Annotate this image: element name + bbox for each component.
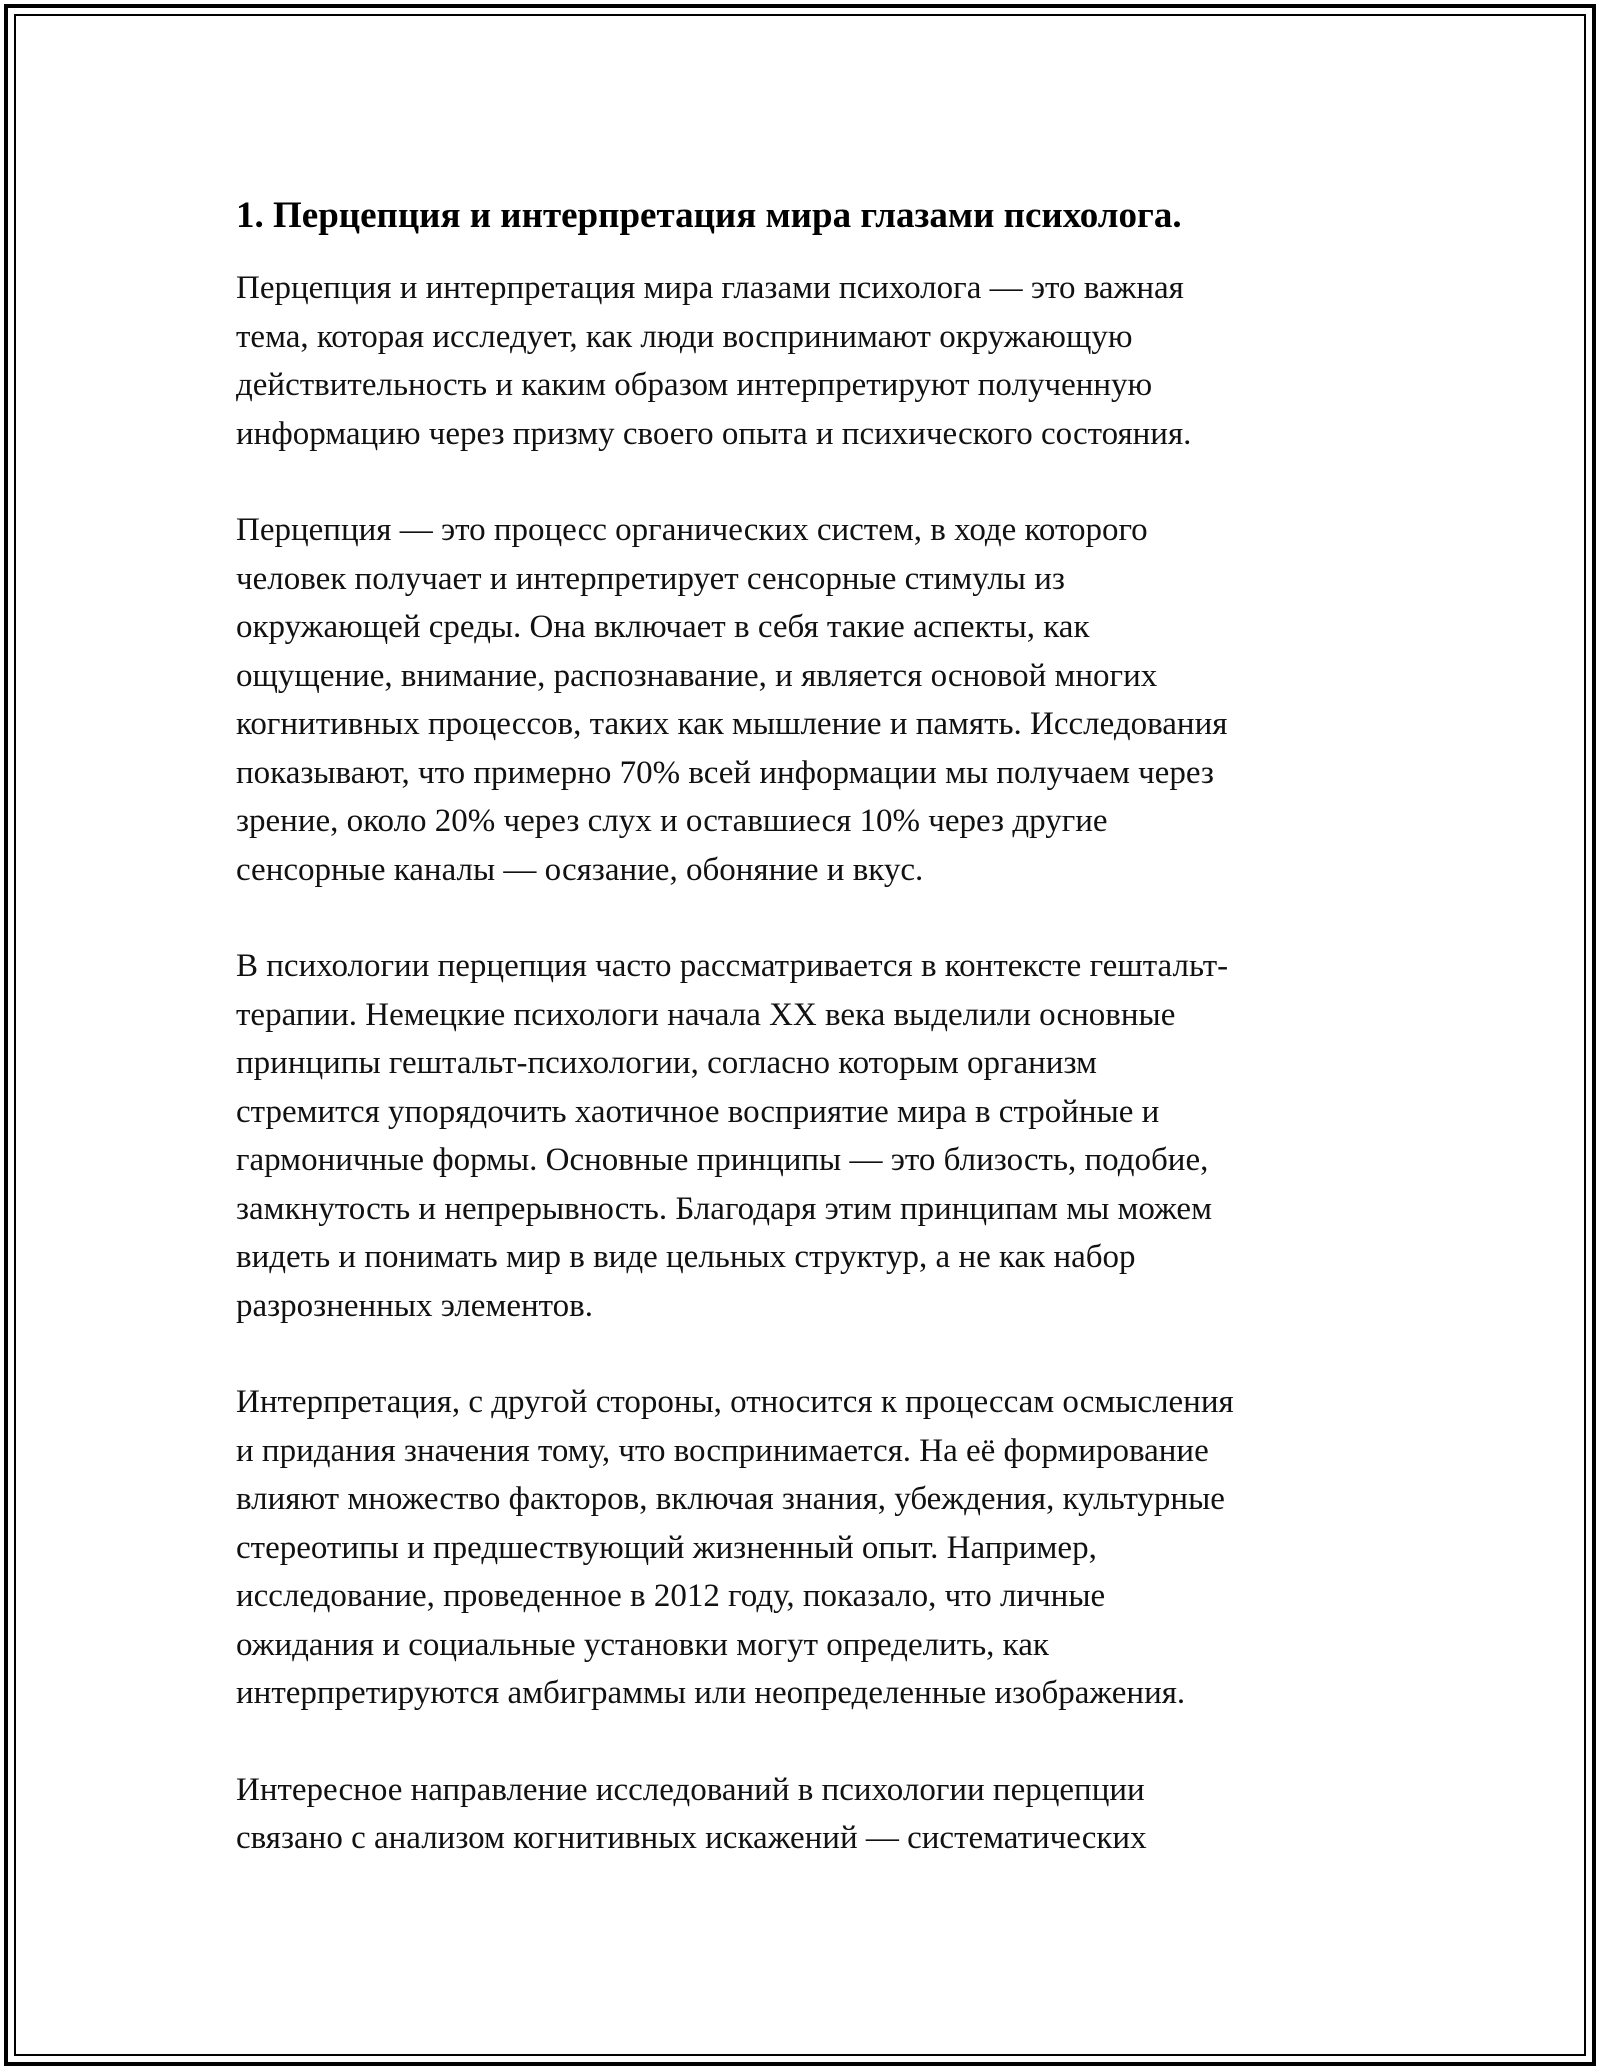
text-line: влияют множество факторов, включая знания, убеждения, культурные xyxy=(236,1481,1225,1517)
text-line: видеть и понимать мир в виде цельных структур, а не как набор xyxy=(236,1239,1136,1275)
text-line: гармоничные формы. Основные принципы — это близость, подобие, xyxy=(236,1142,1209,1178)
paragraph-gestalt xyxy=(236,942,1366,1330)
paragraph-interpretation xyxy=(236,1378,1366,1718)
text-line: информацию через призму своего опыта и психического состояния. xyxy=(236,415,1192,452)
text-line: В психологии перцепция часто рассматривается в контексте гештальт- xyxy=(236,948,1229,984)
text-line: тема, которая исследует, как люди воспринимают окружающую xyxy=(236,318,1133,355)
text-line: Перцепция и интерпретация мира глазами психолога — это важная xyxy=(236,270,1184,306)
text-line: когнитивных процессов, таких как мышление и память. Исследования xyxy=(236,706,1228,742)
text-line: терапии. Немецкие психологи начала XX века выделили основные xyxy=(236,996,1176,1033)
text-line: ощущение, внимание, распознавание, и является основой многих xyxy=(236,657,1158,694)
text-line: замкнутость и непрерывность. Благодаря этим принципам мы можем xyxy=(236,1190,1212,1227)
text-line: интерпретируются амбиграммы или неопределенные изображения. xyxy=(236,1675,1186,1711)
document-body xyxy=(236,190,1366,1911)
text-line: Перцепция — это процесс органических систем, в ходе которого xyxy=(236,512,1148,548)
text-line: окружающей среды. Она включает в себя такие аспекты, как xyxy=(236,609,1090,645)
text-line: ожидания и социальные установки могут определить, как xyxy=(236,1626,1049,1663)
paragraph-cognitive-biases xyxy=(236,1766,1366,1863)
text-line: стереотипы и предшествующий жизненный опыт. Например, xyxy=(236,1529,1097,1566)
section-heading: 1. Перцепция и интерпретация мира глазами психолога. xyxy=(236,195,1182,236)
text-line: показывают, что примерно 70% всей информации мы получаем через xyxy=(236,754,1214,791)
text-line: действительность и каким образом интерпретируют полученную xyxy=(236,367,1153,403)
paragraph-intro xyxy=(236,264,1366,458)
text-line: принципы гештальт-психологии, согласно которым организм xyxy=(236,1045,1097,1081)
text-line: человек получает и интерпретирует сенсорные стимулы из xyxy=(236,560,1065,597)
text-line: исследование, проведенное в 2012 году, показало, что личные xyxy=(236,1578,1106,1614)
text-line: связано с анализом когнитивных искажений — систематических xyxy=(236,1820,1147,1856)
text-line: и придания значения тому, что воспринимается. На её формирование xyxy=(236,1432,1209,1469)
text-line: разрозненных элементов. xyxy=(236,1287,593,1324)
text-line: Интересное направление исследований в психологии перцепции xyxy=(236,1771,1145,1808)
paragraph-perception xyxy=(236,506,1366,894)
text-line: стремится упорядочить хаотичное восприятие мира в стройные и xyxy=(236,1093,1160,1130)
text-line: сенсорные каналы — осязание, обоняние и вкус. xyxy=(236,851,924,888)
text-line: Интерпретация, с другой стороны, относится к процессам осмысления xyxy=(236,1384,1234,1420)
text-line: зрение, около 20% через слух и оставшиеся 10% через другие xyxy=(236,803,1108,839)
